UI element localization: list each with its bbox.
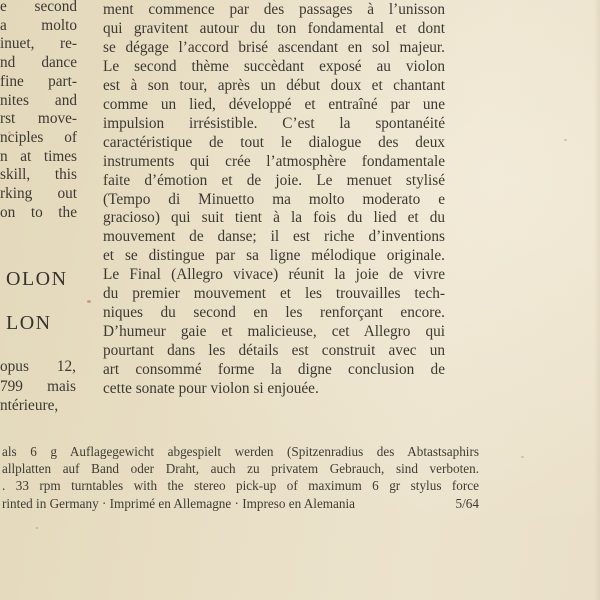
left-column-line: nd dance bbox=[0, 54, 77, 72]
body-text-line: du premier mouvement et les trouvailles tech- bbox=[103, 285, 445, 303]
left-column-line: fine part- bbox=[0, 72, 77, 90]
left-column-line: a molto bbox=[0, 16, 77, 34]
body-text-line: impulsion irrésistible. C’est la spontanéité bbox=[103, 114, 445, 132]
body-text-line: pourtant dans les détails est construit avec un bbox=[103, 342, 445, 360]
body-text-line: Le Final (Allegro vivace) réunit la joie de vivre bbox=[103, 266, 445, 284]
issue-number: 5/64 bbox=[455, 495, 479, 511]
main-french-text-column bbox=[103, 1, 445, 399]
body-text-line: instruments qui crée l’atmosphère fondamentale bbox=[103, 152, 445, 170]
body-text-line: caractéristique de tout le dialogue des deux bbox=[103, 133, 445, 151]
body-text-line: qui gravitent autour du ton fondamental et dont bbox=[103, 19, 445, 37]
left-column-line: skill, this bbox=[0, 166, 77, 184]
left-column-bottom-cropped-text bbox=[0, 357, 76, 416]
left-column-line: rst move- bbox=[0, 110, 77, 128]
body-text-line: (Tempo di Minuetto ma molto moderato e bbox=[103, 190, 445, 208]
left-column-line: opus 12, bbox=[0, 358, 76, 375]
left-column-cropped-text bbox=[0, 0, 77, 222]
body-text-line: se dégage l’accord brisé ascendant en sol majeur. bbox=[103, 38, 445, 56]
body-text-line: ment commence par des passages à l’unisson bbox=[103, 1, 445, 18]
paper-speck bbox=[36, 527, 38, 529]
body-text-line: gracioso) qui suit tient à la fois du lied et du bbox=[103, 209, 445, 227]
paper-speck bbox=[564, 139, 567, 141]
fine-print-block bbox=[2, 443, 479, 512]
body-text-line: art consommé forme la digne conclusion de bbox=[103, 361, 445, 379]
body-text-line: faite d’émotion et de joie. Le menuet stylisé bbox=[103, 171, 445, 189]
fine-print-line-english: . 33 rpm turntables with the stereo pick-up of maximum 6 gr stylus force bbox=[2, 478, 479, 494]
left-column-line: rking out bbox=[0, 185, 77, 203]
body-text-line: mouvement de danse; il est riche d’inventions bbox=[103, 228, 445, 246]
fine-print-line-german: allplatten auf Band oder Draht, auch zu privatem Gebrauch, sind verboten. bbox=[2, 461, 479, 477]
body-text-line: D’humeur gaie et malicieuse, cet Allegro qui bbox=[103, 323, 445, 341]
left-column-line: nciples of bbox=[0, 128, 77, 146]
left-column-line: nites and bbox=[0, 91, 77, 109]
fine-print-line-german: als 6 g Auflagegewicht abgespielt werden (Spitzenradius des Abtastsaphirs bbox=[2, 444, 479, 459]
left-column-heading-violon-cropped: LON bbox=[6, 312, 52, 334]
fine-print-line-printed-in bbox=[2, 495, 479, 512]
left-column-heading-violon-cropped: OLON bbox=[6, 268, 68, 290]
body-text-line: Le second thème succèdant exposé au violon bbox=[103, 57, 445, 75]
body-text-line: est à son tour, après un début doux et chantant bbox=[103, 76, 445, 94]
body-text-line: cette sonate pour violon si enjouée. bbox=[103, 380, 319, 398]
left-column-line: 799 mais bbox=[0, 377, 76, 395]
paper-speck bbox=[87, 300, 91, 303]
body-text-line: comme un lied, développé et entraîné par une bbox=[103, 95, 445, 113]
left-column-line: inuet, re- bbox=[0, 35, 77, 53]
left-column-line: n at times bbox=[0, 147, 77, 165]
printed-in-text: rinted in Germany · Imprimé en Allemagne · Impreso en Alemania bbox=[2, 495, 356, 511]
left-column-line: ntérieure, bbox=[0, 397, 59, 415]
paper-speck bbox=[521, 456, 524, 458]
left-column-line: e second bbox=[0, 0, 77, 15]
left-column-line: on to the bbox=[0, 203, 77, 221]
body-text-line: niques du second en les renforçant encore. bbox=[103, 304, 445, 322]
body-text-line: et se distingue par sa ligne mélodique originale. bbox=[103, 247, 445, 265]
